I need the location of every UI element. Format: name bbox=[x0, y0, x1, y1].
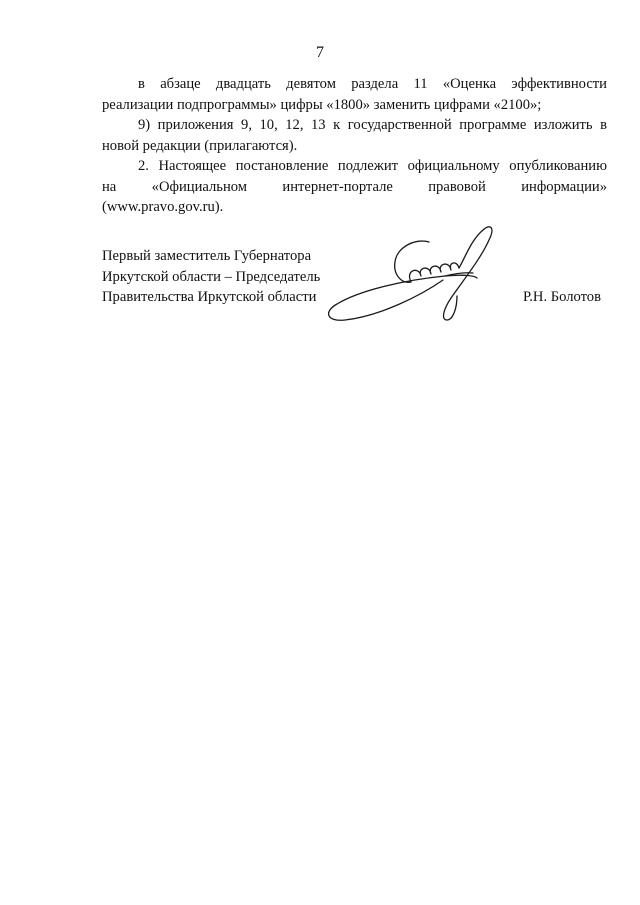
paragraph-line: на «Официальном интернет-портале правовой информации» bbox=[102, 178, 607, 195]
signer-position-line: Первый заместитель Губернатора bbox=[102, 248, 312, 264]
paragraph-appendices bbox=[102, 115, 607, 156]
paragraph-line: реализации подпрограммы» цифры «1800» заменить цифрами «2100»; bbox=[102, 96, 542, 113]
page-number: 7 bbox=[316, 44, 324, 61]
signer-name: Р.Н. Болотов bbox=[522, 289, 601, 305]
signer-position-line: Правительства Иркутской области bbox=[102, 289, 317, 305]
document-body bbox=[102, 74, 607, 218]
paragraph-line: 9) приложения 9, 10, 12, 13 к государственной программе изложить в bbox=[138, 117, 607, 133]
paragraph-line: в абзаце двадцать девятом раздела 11 «Оценка эффективности bbox=[138, 76, 607, 92]
signer-position-line: Иркутской области – Председатель bbox=[102, 268, 321, 285]
paragraph-line: 2. Настоящее постановление подлежит официальному опубликованию bbox=[138, 158, 607, 174]
paragraph-section-11 bbox=[102, 74, 607, 115]
paragraph-publication bbox=[102, 156, 607, 218]
handwritten-signature-icon bbox=[325, 218, 505, 328]
paragraph-line: новой редакции (прилагаются). bbox=[102, 137, 298, 154]
paragraph-line: (www.pravo.gov.ru). bbox=[102, 199, 224, 215]
